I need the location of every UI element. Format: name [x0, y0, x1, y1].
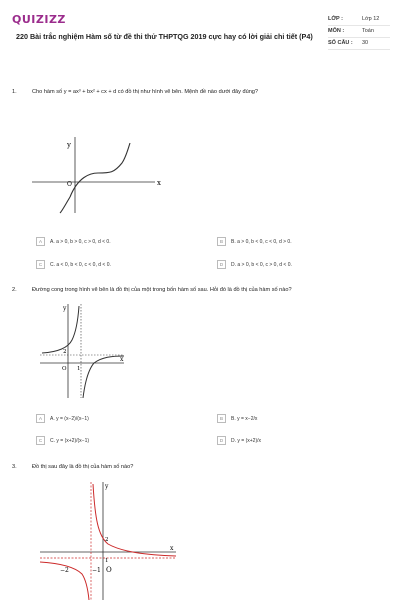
- tick-label-2: 2: [105, 537, 109, 543]
- origin-label: O: [106, 566, 112, 574]
- option-d[interactable]: [217, 436, 261, 445]
- meta-key: MÔN :: [328, 28, 345, 34]
- question-1-graph: [30, 135, 170, 215]
- question-number: 3.: [12, 464, 17, 470]
- meta-value: Toán: [362, 28, 374, 34]
- meta-key: LỚP :: [328, 16, 343, 22]
- option-text: D. a > 0, b < 0, c > 0, d < 0.: [231, 261, 292, 268]
- option-c[interactable]: [36, 436, 89, 445]
- meta-value: 30: [362, 40, 369, 46]
- question-text: Cho hàm số y = ax³ + bx² + cx + d có đồ thị như hình vẽ bên. Mệnh đề nào dưới đây đúng?: [32, 89, 259, 95]
- option-letter: B: [217, 237, 226, 246]
- option-a[interactable]: [36, 414, 89, 423]
- y-axis-label: y: [63, 305, 67, 312]
- y-axis-label: y: [67, 141, 71, 149]
- meta-row-class: [328, 14, 390, 26]
- option-b[interactable]: [217, 414, 257, 423]
- option-text: B. a > 0, b < 0, c < 0, d > 0.: [231, 238, 292, 245]
- tick-label-1: 1: [105, 558, 109, 564]
- option-letter: A: [36, 237, 45, 246]
- option-letter: D: [217, 260, 226, 269]
- option-text: A. a > 0, b > 0, c > 0, d < 0.: [50, 238, 111, 245]
- question-3-graph: [36, 478, 186, 600]
- option-letter: C: [36, 260, 45, 269]
- document-title: 220 Bài trắc nghiệm Hàm số từ đề thi thử THPTQG 2019 cực hay có lời giải chi tiết (P4): [16, 32, 313, 41]
- option-c[interactable]: [36, 260, 111, 269]
- meta-key: SỐ CÂU :: [328, 40, 353, 46]
- option-text: D. y = (x+2)/x: [231, 437, 262, 444]
- y-axis-label: y: [105, 483, 109, 490]
- option-text: C. a < 0, b < 0, c < 0, d < 0.: [50, 261, 111, 268]
- meta-panel: [328, 14, 390, 50]
- tick-label-neg1: −1: [92, 567, 101, 574]
- option-letter: C: [36, 436, 45, 445]
- tick-label-neg2: −2: [60, 567, 69, 574]
- origin-label: O: [62, 366, 67, 372]
- question-number: 1.: [12, 89, 17, 95]
- question-text: Đường cong trong hình vẽ bên là đồ thị của một trong bốn hàm số sau. Hỏi đó là đồ thị của hàm số nào?: [32, 287, 292, 293]
- option-b[interactable]: [217, 237, 292, 246]
- x-axis-label: x: [157, 179, 161, 187]
- quizizz-logo: QUIZIZZ: [12, 13, 66, 26]
- meta-row-count: [328, 38, 390, 50]
- question-text: Đồ thị sau đây là đồ thị của hàm số nào?: [32, 464, 134, 470]
- meta-value: Lớp 12: [362, 16, 380, 22]
- option-text: C. y = (x+2)/(x−1): [50, 437, 90, 444]
- option-letter: B: [217, 414, 226, 423]
- tick-label-1: 1: [77, 366, 81, 372]
- tick-label-2: 2: [63, 349, 67, 355]
- option-d[interactable]: [217, 260, 292, 269]
- option-text: A. y = (x−2)/(x−1): [50, 415, 89, 422]
- question-2-graph: [36, 300, 126, 400]
- origin-label: O: [67, 181, 72, 188]
- option-a[interactable]: [36, 237, 111, 246]
- option-letter: D: [217, 436, 226, 445]
- option-letter: A: [36, 414, 45, 423]
- option-text: B. y = x−2/x: [231, 415, 258, 422]
- x-axis-label: x: [170, 545, 174, 552]
- meta-row-subject: [328, 26, 390, 38]
- question-number: 2.: [12, 287, 17, 293]
- x-axis-label: x: [120, 356, 124, 363]
